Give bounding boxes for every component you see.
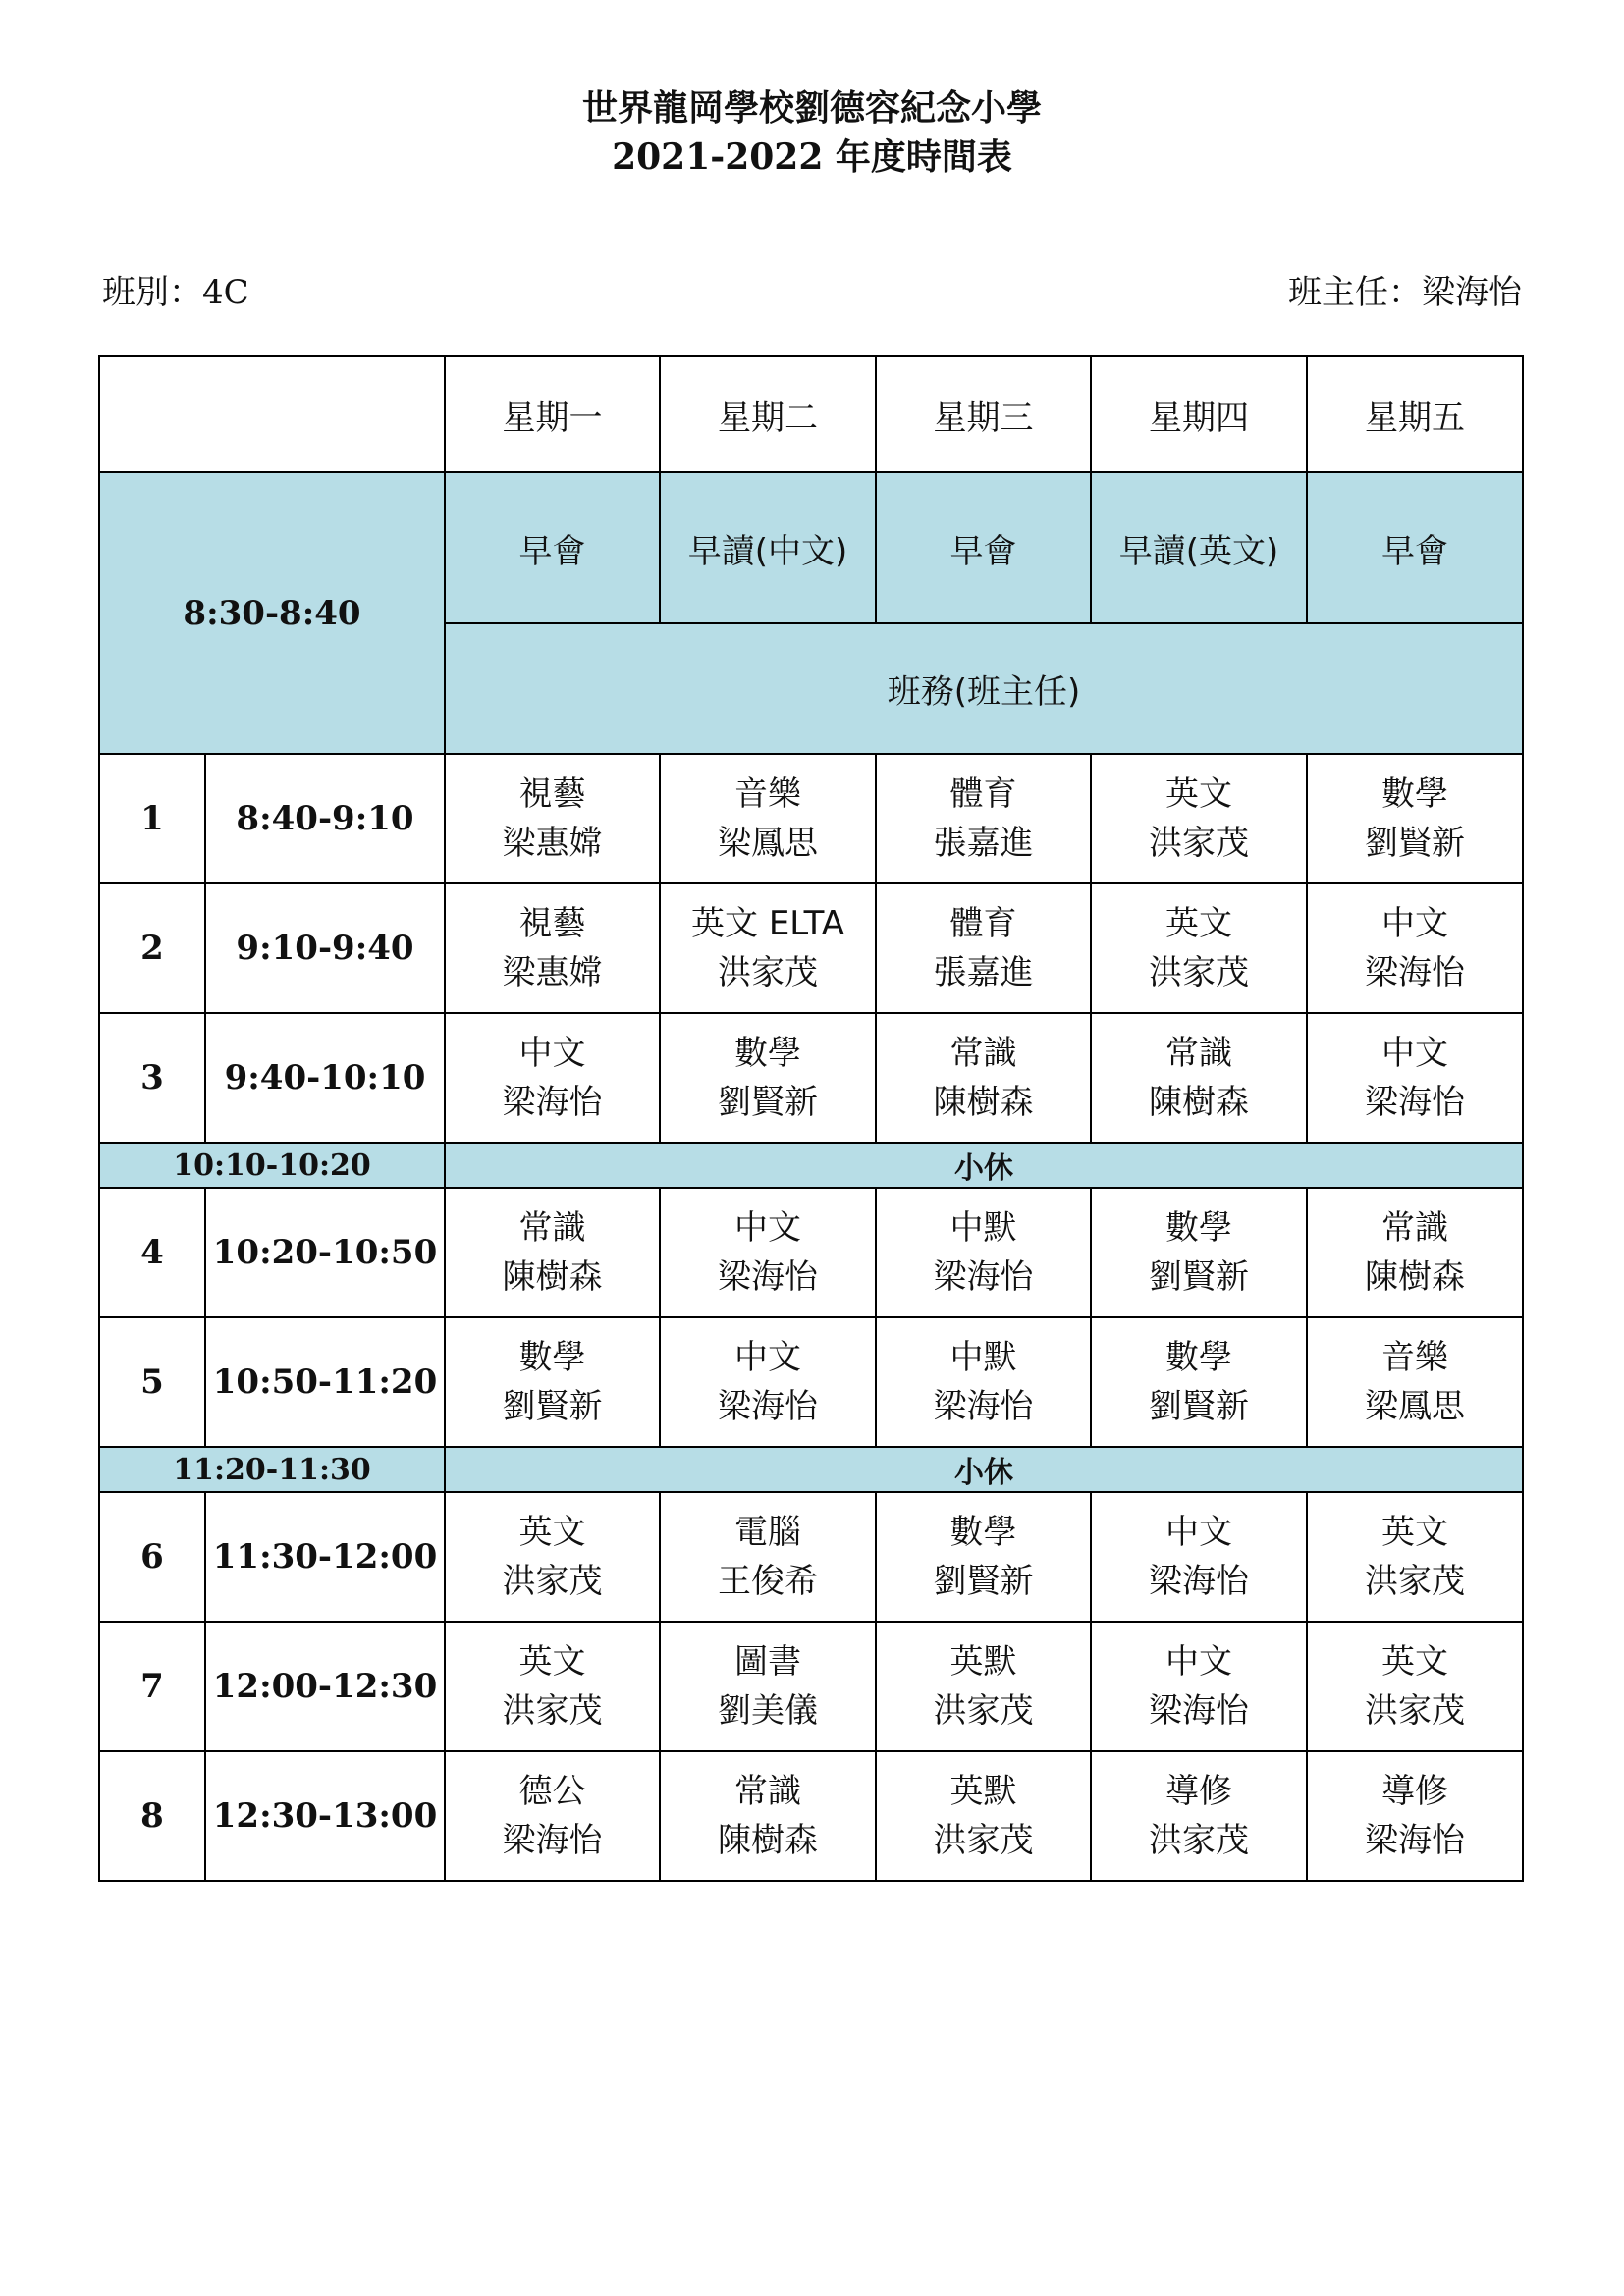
morning-assembly-row [99,472,1523,623]
lesson-teacher: 梁海怡 [718,1387,818,1426]
lesson-subject: 導修 [1381,1772,1448,1811]
recess-row [99,1143,1523,1188]
lesson-cell [1091,754,1307,883]
lesson-subject: 音樂 [734,774,801,814]
lesson-subject: 電腦 [734,1513,801,1552]
lesson-teacher: 劉賢新 [1149,1257,1249,1297]
lesson-teacher: 劉美儀 [718,1691,818,1731]
lesson-cell [445,1492,660,1622]
lesson-teacher: 梁海怡 [1365,953,1465,992]
lesson-subject: 中文 [518,1034,586,1073]
period-number: 7 [99,1622,205,1751]
lesson-teacher: 陳樹森 [718,1821,818,1860]
morning-time: 8:30-8:40 [99,472,445,754]
teacher-info [1288,265,1522,313]
lesson-cell [876,1317,1091,1447]
lesson-subject: 常識 [1381,1208,1448,1248]
lesson-subject: 數學 [1381,774,1448,814]
lesson-teacher: 劉賢新 [933,1562,1034,1601]
lesson-teacher: 洪家茂 [1149,824,1249,863]
recess-time: 10:10-10:20 [99,1143,445,1188]
class-affairs: 班務(班主任) [445,623,1523,754]
lesson-teacher: 梁惠嫦 [502,824,603,863]
morning-activity: 早會 [876,472,1091,623]
period-row [99,754,1523,883]
period-time: 9:40-10:10 [205,1013,445,1143]
lesson-cell [1091,883,1307,1013]
period-row [99,1188,1523,1317]
lesson-subject: 圖書 [734,1642,801,1682]
lesson-cell [660,1317,876,1447]
lesson-teacher: 洪家茂 [1365,1691,1465,1731]
period-row [99,1013,1523,1143]
lesson-teacher: 洪家茂 [502,1691,603,1731]
lesson-cell [660,1622,876,1751]
lesson-teacher: 梁海怡 [502,1083,603,1122]
period-number: 8 [99,1751,205,1881]
day-header: 星期二 [660,356,876,472]
lesson-teacher: 陳樹森 [933,1083,1034,1122]
period-time: 12:30-13:00 [205,1751,445,1881]
lesson-teacher: 洪家茂 [933,1821,1034,1860]
period-time: 11:30-12:00 [205,1492,445,1622]
lesson-teacher: 張嘉進 [933,953,1034,992]
lesson-cell [660,1751,876,1881]
teacher-label: 班主任： [1288,273,1422,312]
lesson-subject: 數學 [949,1513,1017,1552]
period-row [99,1492,1523,1622]
lesson-subject: 視藝 [518,774,586,814]
lesson-cell [1307,1751,1523,1881]
period-time: 10:20-10:50 [205,1188,445,1317]
lesson-subject: 常識 [1165,1034,1232,1073]
lesson-subject: 中默 [949,1208,1017,1248]
lesson-subject: 中文 [1381,1034,1448,1073]
lesson-teacher: 梁鳳思 [1365,1387,1465,1426]
lesson-cell [1307,883,1523,1013]
lesson-subject: 英文 [1381,1642,1448,1682]
period-number: 2 [99,883,205,1013]
lesson-subject: 英文 ELTA [691,904,844,943]
lesson-subject: 英默 [949,1642,1017,1682]
lesson-teacher: 梁海怡 [1149,1691,1249,1731]
class-value: 4C [202,273,249,312]
lesson-cell [445,1013,660,1143]
lesson-cell [1091,1751,1307,1881]
lesson-cell [1091,1317,1307,1447]
class-info [102,265,249,313]
lesson-subject: 中文 [734,1208,801,1248]
morning-activity: 早會 [445,472,660,623]
lesson-cell [876,1751,1091,1881]
lesson-subject: 英文 [1165,774,1232,814]
lesson-cell [445,1751,660,1881]
lesson-subject: 數學 [734,1034,801,1073]
lesson-subject: 中文 [1381,904,1448,943]
lesson-subject: 導修 [1165,1772,1232,1811]
lesson-cell [1307,1622,1523,1751]
lesson-teacher: 梁海怡 [1149,1562,1249,1601]
lesson-teacher: 陳樹森 [1149,1083,1249,1122]
lesson-subject: 中文 [1165,1513,1232,1552]
timetable [98,355,1524,1882]
lesson-subject: 數學 [1165,1208,1232,1248]
lesson-cell [445,1188,660,1317]
lesson-teacher: 洪家茂 [1149,953,1249,992]
lesson-cell [876,1492,1091,1622]
period-row [99,1751,1523,1881]
lesson-cell [1307,1492,1523,1622]
class-label: 班別： [102,273,202,312]
lesson-teacher: 洪家茂 [502,1562,603,1601]
period-number: 1 [99,754,205,883]
lesson-teacher: 王俊希 [718,1562,818,1601]
lesson-cell [445,1622,660,1751]
lesson-subject: 中文 [734,1338,801,1377]
lesson-subject: 視藝 [518,904,586,943]
lesson-teacher: 張嘉進 [933,824,1034,863]
lesson-cell [876,1013,1091,1143]
lesson-cell [660,1188,876,1317]
period-time: 10:50-11:20 [205,1317,445,1447]
period-number: 3 [99,1013,205,1143]
lesson-teacher: 洪家茂 [718,953,818,992]
lesson-subject: 音樂 [1381,1338,1448,1377]
lesson-subject: 數學 [1165,1338,1232,1377]
day-header: 星期一 [445,356,660,472]
period-number: 4 [99,1188,205,1317]
lesson-cell [1307,754,1523,883]
lesson-cell [1091,1492,1307,1622]
lesson-teacher: 劉賢新 [718,1083,818,1122]
lesson-subject: 中文 [1165,1642,1232,1682]
lesson-teacher: 洪家茂 [1149,1821,1249,1860]
lesson-teacher: 洪家茂 [1365,1562,1465,1601]
lesson-cell [660,1492,876,1622]
teacher-value: 梁海怡 [1422,273,1522,312]
lesson-cell [660,1013,876,1143]
lesson-cell [1307,1188,1523,1317]
period-time: 9:10-9:40 [205,883,445,1013]
lesson-subject: 英文 [1165,904,1232,943]
lesson-teacher: 梁海怡 [1365,1083,1465,1122]
lesson-cell [1091,1622,1307,1751]
period-time: 12:00-12:30 [205,1622,445,1751]
lesson-cell [876,1188,1091,1317]
lesson-subject: 英默 [949,1772,1017,1811]
day-header: 星期三 [876,356,1091,472]
school-name: 世界龍岡學校劉德容紀念小學 [581,87,1042,129]
lesson-teacher: 梁鳳思 [718,824,818,863]
lesson-subject: 體育 [949,904,1017,943]
period-number: 6 [99,1492,205,1622]
header-corner-cell [99,356,445,472]
lesson-teacher: 劉賢新 [1149,1387,1249,1426]
timetable-title: 2021-2022 年度時間表 [612,136,1012,178]
lesson-cell [445,754,660,883]
lesson-cell [1307,1317,1523,1447]
lesson-teacher: 梁海怡 [718,1257,818,1297]
period-row [99,1317,1523,1447]
lesson-teacher: 劉賢新 [502,1387,603,1426]
lesson-subject: 英文 [518,1642,586,1682]
lesson-cell [876,754,1091,883]
lesson-cell [445,1317,660,1447]
lesson-subject: 常識 [949,1034,1017,1073]
lesson-teacher: 梁惠嫦 [502,953,603,992]
lesson-teacher: 梁海怡 [1365,1821,1465,1860]
lesson-teacher: 梁海怡 [933,1257,1034,1297]
lesson-teacher: 梁海怡 [933,1387,1034,1426]
lesson-teacher: 陳樹森 [1365,1257,1465,1297]
lesson-subject: 英文 [1381,1513,1448,1552]
lesson-subject: 數學 [518,1338,586,1377]
period-row [99,883,1523,1013]
recess-time: 11:20-11:30 [99,1447,445,1492]
lesson-subject: 英文 [518,1513,586,1552]
recess-row [99,1447,1523,1492]
day-header-row [99,356,1523,472]
period-row [99,1622,1523,1751]
period-number: 5 [99,1317,205,1447]
lesson-cell [1307,1013,1523,1143]
lesson-subject: 體育 [949,774,1017,814]
lesson-cell [876,1622,1091,1751]
lesson-subject: 德公 [518,1772,586,1811]
lesson-teacher: 梁海怡 [502,1821,603,1860]
lesson-subject: 中默 [949,1338,1017,1377]
recess-label: 小休 [445,1143,1523,1188]
recess-label: 小休 [445,1447,1523,1492]
lesson-cell [660,883,876,1013]
day-header: 星期五 [1307,356,1523,472]
lesson-cell [445,883,660,1013]
lesson-cell [1091,1013,1307,1143]
lesson-teacher: 劉賢新 [1365,824,1465,863]
day-header: 星期四 [1091,356,1307,472]
lesson-subject: 常識 [734,1772,801,1811]
lesson-teacher: 陳樹森 [502,1257,603,1297]
morning-activity: 早讀(英文) [1091,472,1307,623]
lesson-cell [660,754,876,883]
lesson-subject: 常識 [518,1208,586,1248]
lesson-teacher: 洪家茂 [933,1691,1034,1731]
morning-activity: 早會 [1307,472,1523,623]
period-time: 8:40-9:10 [205,754,445,883]
lesson-cell [1091,1188,1307,1317]
lesson-cell [876,883,1091,1013]
morning-activity: 早讀(中文) [660,472,876,623]
